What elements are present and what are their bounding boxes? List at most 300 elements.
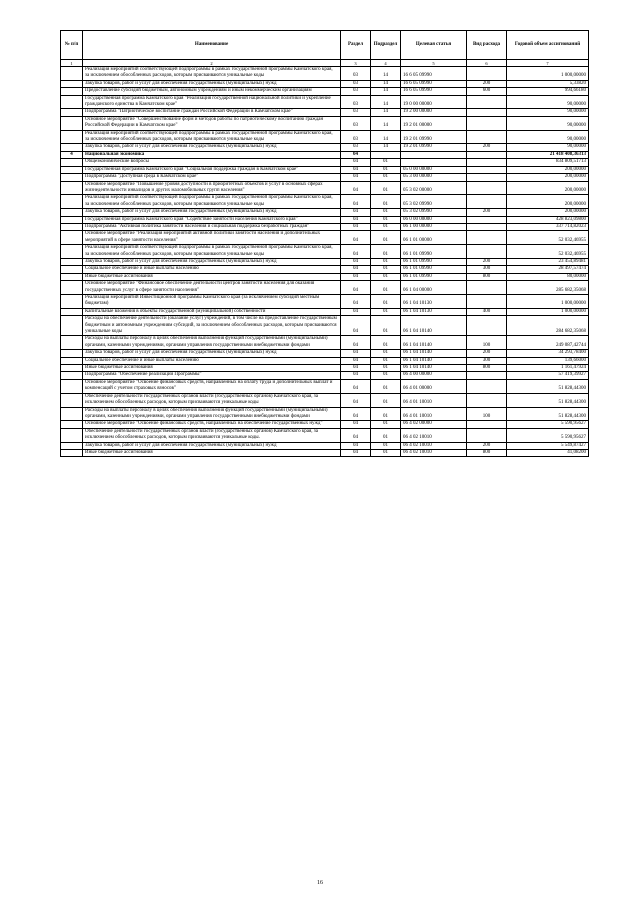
row-podrazdel: 01 bbox=[371, 357, 401, 364]
row-razdel: 04 bbox=[341, 273, 371, 280]
row-expense-type: 800 bbox=[467, 365, 507, 372]
row-name: Государственная программа Камчатского края "Социальная поддержка граждан в Камчатском крае" bbox=[83, 166, 341, 173]
row-name: Расходы на выплаты персоналу в целях обеспечения выполнения функций государственными (муниципальными) органами, казенными учреждениями, органами управления государственными внебюджетными фондами bbox=[83, 336, 341, 350]
row-amount: 200,00000 bbox=[507, 181, 589, 195]
row-amount: 90,00000 bbox=[507, 109, 589, 116]
row-expense-type bbox=[467, 109, 507, 116]
row-name: Основное мероприятие "Повышение уровня доступности в приоритетных объектов и услуг в основных сферах жизнедеятельности инвалидов и других маломобильных групп населения" bbox=[83, 181, 341, 195]
row-name: Реализация мероприятий соответствующей подпрограммы в рамках государственной программы Камчатского края, за исключением обособленных расходов, которым присваиваются уникальные коды bbox=[83, 195, 341, 209]
row-name: Закупка товаров, работ и услуг для обеспечения государственных (муниципальных) нужд bbox=[83, 258, 341, 265]
row-target-article: 06 4 01 10010 bbox=[401, 393, 467, 407]
row-expense-type bbox=[467, 195, 507, 209]
row-name: Основное мероприятие "Совершенствование форм и методов работы по патриотическому воспитанию граждан Российской Федерации в Камчатском крае" bbox=[83, 116, 341, 130]
row-podrazdel: 01 bbox=[371, 379, 401, 393]
header-name: Наименование bbox=[83, 31, 341, 60]
row-podrazdel: 01 bbox=[371, 159, 401, 166]
row-podrazdel: 01 bbox=[371, 316, 401, 336]
table-row bbox=[61, 350, 589, 357]
row-target-article: 19 2 01 00000 bbox=[401, 116, 467, 130]
row-target-article: 16 6 05 09990 bbox=[401, 80, 467, 87]
row-target-article: 06 4 02 10010 bbox=[401, 428, 467, 442]
row-name: Государственная программа Камчатского края "Реализация государственной национальной политики и укрепление гражданского единства в Камчатском крае" bbox=[83, 95, 341, 109]
row-podrazdel: 01 bbox=[371, 181, 401, 195]
row-name: Общеэкономические вопросы bbox=[83, 159, 341, 166]
row-number bbox=[61, 109, 83, 116]
row-podrazdel: 01 bbox=[371, 166, 401, 173]
row-amount: 1 000,00000 bbox=[507, 67, 589, 81]
row-podrazdel: 01 bbox=[371, 281, 401, 295]
table-row bbox=[61, 428, 589, 442]
row-amount: 41,08200 bbox=[507, 449, 589, 456]
row-podrazdel: 14 bbox=[371, 144, 401, 151]
row-expense-type: 300 bbox=[467, 266, 507, 273]
row-razdel: 04 bbox=[341, 336, 371, 350]
row-amount: 5 549,87427 bbox=[507, 442, 589, 449]
row-target-article: 06 1 01 09990 bbox=[401, 245, 467, 259]
row-amount: 52 032,46955 bbox=[507, 231, 589, 245]
table-row bbox=[61, 223, 589, 230]
row-razdel: 04 bbox=[341, 223, 371, 230]
row-target-article: 06 4 02 00000 bbox=[401, 421, 467, 428]
row-name: Основное мероприятие "Освоение финансовых средств, направленных на обеспечение государственных нужд" bbox=[83, 421, 341, 428]
row-target-article: 06 1 04 10140 bbox=[401, 316, 467, 336]
row-name: Национальная экономика bbox=[83, 151, 341, 158]
row-target-article: 19 2 00 00000 bbox=[401, 109, 467, 116]
row-razdel: 03 bbox=[341, 116, 371, 130]
row-target-article: 06 1 00 00000 bbox=[401, 223, 467, 230]
row-podrazdel: 14 bbox=[371, 80, 401, 87]
row-name: Реализация мероприятий соответствующей подпрограммы в рамках государственной программы Камчатского края, за исключением обособленных расходов, которым присваиваются уникальные коды bbox=[83, 130, 341, 144]
row-name: Социальное обеспечение и иные выплаты населению bbox=[83, 357, 341, 364]
header-razdel: Раздел bbox=[341, 31, 371, 60]
row-amount: 90,00000 bbox=[507, 95, 589, 109]
row-podrazdel: 01 bbox=[371, 216, 401, 223]
row-podrazdel: 14 bbox=[371, 116, 401, 130]
table-row bbox=[61, 159, 589, 166]
row-expense-type bbox=[467, 372, 507, 379]
row-amount: 1 000,00000 bbox=[507, 308, 589, 315]
row-name: Реализация мероприятий соответствующей подпрограммы в рамках государственной программы Камчатского края, за исключением обособленных расходов, которым присваиваются уникальные коды bbox=[83, 67, 341, 81]
row-number bbox=[61, 95, 83, 109]
row-expense-type: 200 bbox=[467, 209, 507, 216]
column-index: 6 bbox=[467, 60, 507, 67]
row-name: Расходы на обеспечение деятельности (оказание услуг) учреждений, в том числе на предоставление государственным бюджетным и автономным учреждениям субсидий, за исключением обособленных расходов, которым присваиваются уникальные коды bbox=[83, 316, 341, 336]
row-target-article: 05 3 02 09990 bbox=[401, 209, 467, 216]
row-amount: 337 714,82023 bbox=[507, 223, 589, 230]
table-row bbox=[61, 449, 589, 456]
row-name: Обеспечение деятельности государственных органов власти (государственных органов) Камчатского края, за исключением обособленных расходов, которым присваиваются уникальные коды bbox=[83, 393, 341, 407]
row-podrazdel: 01 bbox=[371, 442, 401, 449]
table-row bbox=[61, 95, 589, 109]
row-target-article: 16 6 05 09990 bbox=[401, 88, 467, 95]
header-num: № п/п bbox=[61, 31, 83, 60]
row-name: Закупка товаров, работ и услуг для обеспечения государственных (муниципальных) нужд bbox=[83, 350, 341, 357]
table-row bbox=[61, 231, 589, 245]
row-podrazdel: 01 bbox=[371, 295, 401, 309]
row-expense-type bbox=[467, 245, 507, 259]
table-row bbox=[61, 273, 589, 280]
row-razdel: 04 bbox=[341, 316, 371, 336]
table-row bbox=[61, 379, 589, 393]
row-target-article: 06 1 01 09990 bbox=[401, 273, 467, 280]
row-target-article: 19 2 01 09990 bbox=[401, 130, 467, 144]
row-amount: 5,33820 bbox=[507, 80, 589, 87]
row-number bbox=[61, 281, 83, 295]
row-podrazdel: 01 bbox=[371, 365, 401, 372]
row-number bbox=[61, 316, 83, 336]
row-razdel: 04 bbox=[341, 245, 371, 259]
table-row bbox=[61, 144, 589, 151]
row-razdel: 04 bbox=[341, 151, 371, 158]
row-number bbox=[61, 295, 83, 309]
row-podrazdel: 01 bbox=[371, 372, 401, 379]
row-amount: 5 590,95627 bbox=[507, 428, 589, 442]
row-razdel: 03 bbox=[341, 109, 371, 116]
row-number bbox=[61, 144, 83, 151]
row-expense-type: 100 bbox=[467, 336, 507, 350]
row-amount: 51 828,44300 bbox=[507, 379, 589, 393]
row-name: Подпрограмма "Активная политика занятости населения и социальная поддержка безработных граждан" bbox=[83, 223, 341, 230]
header-podrazdel: Подраздел bbox=[371, 31, 401, 60]
row-number bbox=[61, 245, 83, 259]
row-amount: 284 682,35068 bbox=[507, 316, 589, 336]
row-podrazdel: 14 bbox=[371, 130, 401, 144]
row-amount: 21 418 408,36313 bbox=[507, 151, 589, 158]
column-index: 1 bbox=[61, 60, 83, 67]
row-amount: 834 809,51713 bbox=[507, 159, 589, 166]
row-name: Подпрограмма "Обеспечение реализации Программы" bbox=[83, 372, 341, 379]
budget-table bbox=[60, 30, 589, 457]
row-podrazdel: 01 bbox=[371, 308, 401, 315]
row-razdel: 04 bbox=[341, 159, 371, 166]
row-number bbox=[61, 421, 83, 428]
row-number bbox=[61, 273, 83, 280]
row-amount: 249 087,42744 bbox=[507, 336, 589, 350]
table-row bbox=[61, 174, 589, 181]
row-razdel: 04 bbox=[341, 174, 371, 181]
row-number bbox=[61, 393, 83, 407]
row-number bbox=[61, 379, 83, 393]
row-amount: 90,00000 bbox=[507, 130, 589, 144]
row-number bbox=[61, 216, 83, 223]
row-expense-type bbox=[467, 166, 507, 173]
row-target-article: 05 3 02 00000 bbox=[401, 181, 467, 195]
row-podrazdel bbox=[371, 151, 401, 158]
row-razdel: 04 bbox=[341, 195, 371, 209]
table-row bbox=[61, 209, 589, 216]
row-number bbox=[61, 209, 83, 216]
row-podrazdel: 01 bbox=[371, 266, 401, 273]
row-amount: 57 419,39927 bbox=[507, 372, 589, 379]
row-expense-type: 200 bbox=[467, 144, 507, 151]
row-expense-type: 200 bbox=[467, 350, 507, 357]
row-target-article: 06 1 04 10130 bbox=[401, 295, 467, 309]
table-row bbox=[61, 295, 589, 309]
row-razdel: 04 bbox=[341, 449, 371, 456]
row-name: Основное мероприятие "Освоение финансовых средств, направленных на оплату труда и дополнительных выплат и компенсаций с учетом страховых взносов" bbox=[83, 379, 341, 393]
row-number bbox=[61, 449, 83, 456]
row-number bbox=[61, 365, 83, 372]
row-name: Закупка товаров, работ и услуг для обеспечения государственных (муниципальных) нужд bbox=[83, 209, 341, 216]
row-podrazdel: 14 bbox=[371, 95, 401, 109]
row-razdel: 04 bbox=[341, 421, 371, 428]
row-podrazdel: 01 bbox=[371, 231, 401, 245]
row-number bbox=[61, 88, 83, 95]
row-expense-type: 200 bbox=[467, 258, 507, 265]
row-amount: 80,00000 bbox=[507, 273, 589, 280]
row-podrazdel: 14 bbox=[371, 67, 401, 81]
row-razdel: 04 bbox=[341, 216, 371, 223]
table-row bbox=[61, 393, 589, 407]
table-row bbox=[61, 166, 589, 173]
row-target-article: 06 1 01 00000 bbox=[401, 231, 467, 245]
row-podrazdel: 14 bbox=[371, 109, 401, 116]
row-expense-type bbox=[467, 223, 507, 230]
row-amount: 200,00000 bbox=[507, 195, 589, 209]
row-name: Иные бюджетные ассигнования bbox=[83, 273, 341, 280]
row-number: 4 bbox=[61, 151, 83, 158]
row-name: Предоставление субсидий бюджетным, автономным учреждениям и иным некоммерческим организациям bbox=[83, 88, 341, 95]
row-amount: 428 823,09800 bbox=[507, 216, 589, 223]
column-index: 7 bbox=[507, 60, 589, 67]
row-number bbox=[61, 166, 83, 173]
row-number bbox=[61, 174, 83, 181]
row-target-article: 06 4 02 10010 bbox=[401, 442, 467, 449]
row-name: Реализация мероприятий соответствующей подпрограммы в рамках государственной программы Камчатского края, за исключением обособленных расходов, которым присваиваются уникальные коды bbox=[83, 245, 341, 259]
row-amount: 200,00000 bbox=[507, 166, 589, 173]
row-name: Государственная программа Камчатского края "Содействие занятости населения Камчатского края" bbox=[83, 216, 341, 223]
row-expense-type: 800 bbox=[467, 273, 507, 280]
row-target-article: 06 4 01 10010 bbox=[401, 407, 467, 421]
row-razdel: 03 bbox=[341, 88, 371, 95]
table-row bbox=[61, 181, 589, 195]
row-razdel: 04 bbox=[341, 357, 371, 364]
row-podrazdel: 01 bbox=[371, 350, 401, 357]
row-razdel: 04 bbox=[341, 372, 371, 379]
table-row bbox=[61, 245, 589, 259]
row-amount: 1 161,47924 bbox=[507, 365, 589, 372]
table-row bbox=[61, 357, 589, 364]
table-row bbox=[61, 308, 589, 315]
row-name: Подпрограмма "Доступная среда в Камчатском крае" bbox=[83, 174, 341, 181]
table-body bbox=[61, 67, 589, 457]
row-target-article: 05 3 02 09990 bbox=[401, 195, 467, 209]
row-expense-type bbox=[467, 295, 507, 309]
row-target-article bbox=[401, 159, 467, 166]
row-number bbox=[61, 116, 83, 130]
row-expense-type: 400 bbox=[467, 308, 507, 315]
row-expense-type bbox=[467, 379, 507, 393]
row-razdel: 04 bbox=[341, 231, 371, 245]
row-name: Закупка товаров, работ и услуг для обеспечения государственных (муниципальных) нужд bbox=[83, 442, 341, 449]
row-expense-type: 200 bbox=[467, 80, 507, 87]
table-row bbox=[61, 116, 589, 130]
row-target-article: 06 1 01 09990 bbox=[401, 266, 467, 273]
row-podrazdel: 01 bbox=[371, 421, 401, 428]
row-name: Социальное обеспечение и иные выплаты населению bbox=[83, 266, 341, 273]
row-number bbox=[61, 266, 83, 273]
row-number bbox=[61, 357, 83, 364]
row-razdel: 04 bbox=[341, 308, 371, 315]
row-target-article: 06 0 00 00000 bbox=[401, 216, 467, 223]
row-target-article: 06 1 04 10140 bbox=[401, 350, 467, 357]
row-target-article: 05 3 00 00000 bbox=[401, 174, 467, 181]
row-expense-type bbox=[467, 428, 507, 442]
row-name: Обеспечение деятельности государственных органов власти (государственных органов) Камчатского края, за исключением обособленных расходов, которым присваиваются уникальные коды. bbox=[83, 428, 341, 442]
row-podrazdel: 01 bbox=[371, 273, 401, 280]
row-razdel: 04 bbox=[341, 365, 371, 372]
row-podrazdel: 14 bbox=[371, 88, 401, 95]
row-name: Закупка товаров, работ и услуг для обеспечения государственных (муниципальных) нужд bbox=[83, 80, 341, 87]
row-expense-type bbox=[467, 130, 507, 144]
row-target-article: 16 6 05 09990 bbox=[401, 67, 467, 81]
row-podrazdel: 01 bbox=[371, 449, 401, 456]
row-amount: 200,00000 bbox=[507, 174, 589, 181]
column-index: 4 bbox=[371, 60, 401, 67]
column-index: 5 bbox=[401, 60, 467, 67]
row-number bbox=[61, 195, 83, 209]
row-podrazdel: 01 bbox=[371, 223, 401, 230]
row-number bbox=[61, 428, 83, 442]
row-amount: 90,00000 bbox=[507, 116, 589, 130]
row-expense-type bbox=[467, 281, 507, 295]
table-row bbox=[61, 281, 589, 295]
row-amount: 90,00000 bbox=[507, 144, 589, 151]
row-razdel: 04 bbox=[341, 281, 371, 295]
row-target-article: 06 1 04 10140 bbox=[401, 365, 467, 372]
row-target-article: 06 1 04 10140 bbox=[401, 357, 467, 364]
row-name: Основное мероприятие "Реализация мероприятий активной политики занятости населения и дополнительных мероприятий в сфере занятости населения" bbox=[83, 231, 341, 245]
row-name: Иные бюджетные ассигнования bbox=[83, 449, 341, 456]
table-row bbox=[61, 67, 589, 81]
table-row bbox=[61, 258, 589, 265]
table-row bbox=[61, 336, 589, 350]
table-row bbox=[61, 316, 589, 336]
row-amount: 1 000,00000 bbox=[507, 295, 589, 309]
row-podrazdel: 01 bbox=[371, 407, 401, 421]
row-target-article bbox=[401, 151, 467, 158]
row-expense-type bbox=[467, 231, 507, 245]
row-target-article: 19 0 00 00000 bbox=[401, 95, 467, 109]
row-target-article: 06 4 01 00000 bbox=[401, 379, 467, 393]
row-amount: 34 293,78400 bbox=[507, 350, 589, 357]
row-podrazdel: 01 bbox=[371, 336, 401, 350]
row-podrazdel: 01 bbox=[371, 209, 401, 216]
row-target-article: 06 1 04 10130 bbox=[401, 308, 467, 315]
table-row bbox=[61, 407, 589, 421]
row-target-article: 06 1 04 00000 bbox=[401, 281, 467, 295]
row-number bbox=[61, 80, 83, 87]
row-razdel: 04 bbox=[341, 393, 371, 407]
row-razdel: 03 bbox=[341, 67, 371, 81]
table-row bbox=[61, 80, 589, 87]
row-name: Расходы на выплаты персоналу в целях обеспечения выполнения функций государственными (муниципальными) органами, казенными учреждениями, органами управления государственными внебюджетными фондами bbox=[83, 407, 341, 421]
row-number bbox=[61, 67, 83, 81]
row-number bbox=[61, 336, 83, 350]
column-index-row bbox=[61, 60, 589, 67]
row-razdel: 04 bbox=[341, 379, 371, 393]
row-expense-type: 300 bbox=[467, 357, 507, 364]
row-target-article: 06 1 04 10140 bbox=[401, 336, 467, 350]
row-expense-type: 100 bbox=[467, 407, 507, 421]
row-name: Основное мероприятие "Финансовое обеспечение деятельности центров занятости населения для оказания государственных услуг в сфере занятости населения" bbox=[83, 281, 341, 295]
row-expense-type bbox=[467, 216, 507, 223]
row-target-article: 06 4 00 00000 bbox=[401, 372, 467, 379]
row-podrazdel: 01 bbox=[371, 195, 401, 209]
row-razdel: 03 bbox=[341, 95, 371, 109]
table-row bbox=[61, 109, 589, 116]
row-number bbox=[61, 223, 83, 230]
row-number bbox=[61, 407, 83, 421]
header-expense-type: Вид расхода bbox=[467, 31, 507, 60]
column-index: 3 bbox=[341, 60, 371, 67]
row-razdel: 03 bbox=[341, 80, 371, 87]
row-number bbox=[61, 130, 83, 144]
row-razdel: 04 bbox=[341, 428, 371, 442]
row-expense-type bbox=[467, 421, 507, 428]
row-amount: 52 032,46955 bbox=[507, 245, 589, 259]
row-expense-type bbox=[467, 316, 507, 336]
row-podrazdel: 01 bbox=[371, 258, 401, 265]
row-expense-type: 800 bbox=[467, 449, 507, 456]
row-expense-type: 600 bbox=[467, 88, 507, 95]
table-row bbox=[61, 442, 589, 449]
row-amount: 28 497,57474 bbox=[507, 266, 589, 273]
row-number bbox=[61, 258, 83, 265]
row-name: Капитальные вложения в объекты государственной (муниципальной) собственности bbox=[83, 308, 341, 315]
row-razdel: 04 bbox=[341, 181, 371, 195]
row-podrazdel: 01 bbox=[371, 174, 401, 181]
row-number bbox=[61, 350, 83, 357]
row-amount: 23 454,89481 bbox=[507, 258, 589, 265]
row-razdel: 04 bbox=[341, 209, 371, 216]
table-row bbox=[61, 421, 589, 428]
row-number bbox=[61, 308, 83, 315]
row-razdel: 04 bbox=[341, 407, 371, 421]
header-row bbox=[61, 31, 589, 60]
row-expense-type bbox=[467, 67, 507, 81]
row-razdel: 04 bbox=[341, 266, 371, 273]
row-number bbox=[61, 231, 83, 245]
row-razdel: 04 bbox=[341, 295, 371, 309]
header-annual-amount: Годовой объем ассигнований bbox=[507, 31, 589, 60]
row-amount: 51 828,44300 bbox=[507, 407, 589, 421]
row-target-article: 06 1 01 09990 bbox=[401, 258, 467, 265]
row-podrazdel: 01 bbox=[371, 428, 401, 442]
row-expense-type bbox=[467, 151, 507, 158]
row-razdel: 03 bbox=[341, 144, 371, 151]
row-razdel: 03 bbox=[341, 130, 371, 144]
table-row bbox=[61, 130, 589, 144]
row-target-article: 06 4 02 10010 bbox=[401, 449, 467, 456]
row-name: Закупка товаров, работ и услуг для обеспечения государственных (муниципальных) нужд bbox=[83, 144, 341, 151]
row-expense-type bbox=[467, 95, 507, 109]
row-number bbox=[61, 442, 83, 449]
row-name: Подпрограмма "Патриотическое воспитание граждан Российской Федерации в Камчатском крае" bbox=[83, 109, 341, 116]
row-number bbox=[61, 159, 83, 166]
table-row bbox=[61, 88, 589, 95]
row-name: Иные бюджетные ассигнования bbox=[83, 365, 341, 372]
row-target-article: 05 0 00 00000 bbox=[401, 166, 467, 173]
row-podrazdel: 01 bbox=[371, 245, 401, 259]
row-amount: 51 828,44300 bbox=[507, 393, 589, 407]
row-amount: 285 682,35068 bbox=[507, 281, 589, 295]
row-razdel: 04 bbox=[341, 442, 371, 449]
table-row bbox=[61, 365, 589, 372]
row-razdel: 04 bbox=[341, 350, 371, 357]
row-podrazdel: 01 bbox=[371, 393, 401, 407]
row-name: Реализация мероприятий Инвестиционной программы Камчатского края (за исключением субсидий местным бюджетам) bbox=[83, 295, 341, 309]
